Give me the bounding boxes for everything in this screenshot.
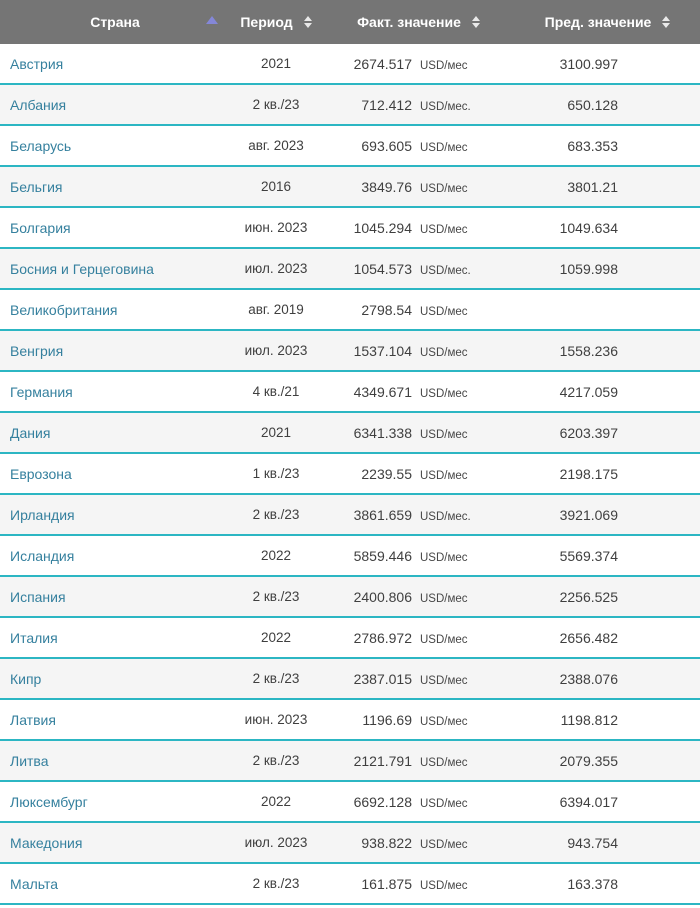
fact-value: 1196.69	[362, 711, 412, 728]
period-cell: 2021	[260, 425, 292, 440]
country-link[interactable]: Македония	[10, 834, 83, 851]
period-cell: 2016	[260, 179, 292, 194]
prev-value-cell: 6394.017	[559, 793, 618, 810]
fact-value-cell	[322, 712, 515, 728]
country-cell	[0, 138, 230, 154]
table-row	[0, 249, 700, 290]
table-row	[0, 208, 700, 249]
fact-value-cell	[322, 794, 515, 810]
country-link[interactable]: Ирландия	[10, 506, 75, 523]
country-cell	[0, 630, 230, 646]
column-header-fact-value-label: Факт. значение	[357, 14, 461, 30]
fact-unit: USD/мес	[420, 428, 468, 441]
table-row	[0, 536, 700, 577]
fact-value: 712.412	[361, 96, 412, 113]
period-cell: 2022	[260, 794, 292, 809]
prev-value-cell: 2079.355	[559, 752, 618, 769]
column-header-fact-value[interactable]	[322, 0, 515, 44]
fact-value: 693.605	[361, 137, 412, 154]
table-row	[0, 126, 700, 167]
table-row	[0, 823, 700, 864]
fact-value: 3861.659	[353, 506, 412, 523]
country-link[interactable]: Великобритания	[10, 301, 118, 318]
fact-value: 6692.128	[353, 793, 412, 810]
table-row	[0, 454, 700, 495]
fact-unit: USD/мес	[420, 838, 468, 851]
fact-value: 2239.55	[361, 465, 412, 482]
sort-ascending-active-icon	[206, 16, 218, 24]
country-cell	[0, 220, 230, 236]
country-link[interactable]: Кипр	[10, 670, 42, 687]
prev-value-cell: 2256.525	[559, 588, 618, 605]
period-cell: 2022	[260, 548, 292, 563]
fact-value-cell	[322, 384, 515, 400]
country-link[interactable]: Болгария	[10, 219, 71, 236]
fact-unit: USD/мес	[420, 141, 468, 154]
period-cell: авг. 2019	[248, 302, 304, 317]
fact-value: 2387.015	[353, 670, 412, 687]
fact-unit: USD/мес	[420, 879, 468, 892]
table-body	[0, 44, 700, 905]
country-link[interactable]: Италия	[10, 629, 58, 646]
fact-value-cell	[322, 835, 515, 851]
fact-unit: USD/мес	[420, 469, 468, 482]
period-cell: июл. 2023	[244, 261, 308, 276]
period-cell: 1 кв./23	[252, 466, 300, 481]
prev-value-cell: 1059.998	[559, 260, 618, 277]
prev-value-cell: 650.128	[567, 96, 618, 113]
country-cell	[0, 466, 230, 482]
table-row	[0, 413, 700, 454]
prev-value-cell: 943.754	[567, 834, 618, 851]
fact-value-cell	[322, 630, 515, 646]
table-row	[0, 577, 700, 618]
fact-unit: USD/мес.	[420, 510, 471, 523]
country-cell	[0, 712, 230, 728]
prev-value-cell: 4217.059	[559, 383, 618, 400]
table-row	[0, 44, 700, 85]
country-cell	[0, 794, 230, 810]
fact-value-cell	[322, 425, 515, 441]
prev-value-cell: 163.378	[567, 875, 618, 892]
fact-value-cell	[322, 220, 515, 236]
period-cell: 2 кв./23	[252, 589, 300, 604]
country-cell	[0, 425, 230, 441]
column-header-prev-value[interactable]	[515, 0, 700, 44]
period-cell: 2 кв./23	[252, 671, 300, 686]
fact-unit: USD/мес	[420, 59, 468, 72]
table-row	[0, 495, 700, 536]
table-row	[0, 618, 700, 659]
fact-value-cell	[322, 97, 515, 113]
fact-value: 1054.573	[353, 260, 412, 277]
fact-unit: USD/мес	[420, 305, 468, 318]
table-row	[0, 782, 700, 823]
period-cell: 2022	[260, 630, 292, 645]
country-link[interactable]: Мальта	[10, 875, 59, 892]
prev-value-cell: 2656.482	[559, 629, 618, 646]
fact-value: 1045.294	[353, 219, 412, 236]
period-cell: июн. 2023	[244, 220, 308, 235]
period-cell: авг. 2023	[248, 138, 304, 153]
period-cell: 2 кв./23	[252, 97, 300, 112]
country-cell	[0, 507, 230, 523]
column-header-country[interactable]	[0, 0, 230, 44]
fact-value: 938.822	[361, 834, 412, 851]
country-cell	[0, 384, 230, 400]
period-cell: 4 кв./21	[252, 384, 300, 399]
period-cell: 2 кв./23	[252, 876, 300, 891]
prev-value-cell: 2198.175	[559, 465, 618, 482]
fact-value-cell	[322, 753, 515, 769]
fact-value-cell	[322, 343, 515, 359]
fact-value-cell	[322, 138, 515, 154]
prev-value-cell: 3801.21	[567, 178, 618, 195]
table-row	[0, 700, 700, 741]
fact-value-cell	[322, 261, 515, 277]
prev-value-cell: 5569.374	[559, 547, 618, 564]
country-cell	[0, 179, 230, 195]
period-cell: июл. 2023	[244, 343, 308, 358]
country-link[interactable]: Люксембург	[10, 793, 88, 810]
table-row	[0, 167, 700, 208]
country-cell	[0, 261, 230, 277]
country-cell	[0, 548, 230, 564]
fact-value-cell	[322, 876, 515, 892]
fact-value: 2786.972	[353, 629, 412, 646]
fact-unit: USD/мес.	[420, 100, 471, 113]
table-row	[0, 331, 700, 372]
country-link[interactable]: Венгрия	[10, 342, 64, 359]
period-cell: 2 кв./23	[252, 753, 300, 768]
fact-unit: USD/мес	[420, 223, 468, 236]
fact-value-cell	[322, 548, 515, 564]
column-header-period-label: Период	[240, 14, 293, 30]
table-row	[0, 864, 700, 905]
prev-value-cell: 3100.997	[559, 55, 618, 72]
table-header-row	[0, 0, 700, 44]
table-row	[0, 659, 700, 700]
fact-value: 5859.446	[353, 547, 412, 564]
table-row	[0, 741, 700, 782]
period-cell: июл. 2023	[244, 835, 308, 850]
fact-unit: USD/мес	[420, 674, 468, 687]
country-link[interactable]: Литва	[10, 752, 49, 769]
prev-value-cell: 1198.812	[560, 711, 618, 728]
fact-unit: USD/мес	[420, 797, 468, 810]
prev-value-cell: 683.353	[567, 137, 618, 154]
fact-value: 161.875	[361, 875, 412, 892]
fact-value: 2674.517	[353, 55, 412, 72]
fact-value: 2798.54	[361, 301, 412, 318]
fact-value-cell	[322, 466, 515, 482]
country-link[interactable]: Босния и Герцеговина	[10, 260, 154, 277]
fact-value-cell	[322, 56, 515, 72]
country-cell	[0, 753, 230, 769]
country-cell	[0, 876, 230, 892]
fact-value: 2400.806	[353, 588, 412, 605]
period-cell: 2021	[260, 56, 292, 71]
fact-value-cell	[322, 302, 515, 318]
country-link[interactable]: Дания	[10, 424, 51, 441]
prev-value-cell: 6203.397	[559, 424, 618, 441]
fact-unit: USD/мес.	[420, 264, 471, 277]
table-row	[0, 85, 700, 126]
country-cell	[0, 56, 230, 72]
sort-both-icon	[304, 16, 312, 28]
column-header-country-label: Страна	[90, 14, 140, 30]
country-link[interactable]: Исландия	[10, 547, 75, 564]
fact-unit: USD/мес	[420, 715, 468, 728]
country-cell	[0, 589, 230, 605]
column-header-prev-value-label: Пред. значение	[544, 14, 652, 30]
fact-value-cell	[322, 507, 515, 523]
fact-unit: USD/мес	[420, 592, 468, 605]
prev-value-cell: 1558.236	[559, 342, 618, 359]
country-cell	[0, 302, 230, 318]
country-cell	[0, 97, 230, 113]
prev-value-cell: 3921.069	[559, 506, 618, 523]
period-cell: июн. 2023	[244, 712, 308, 727]
fact-value-cell	[322, 671, 515, 687]
fact-unit: USD/мес	[420, 346, 468, 359]
fact-unit: USD/мес	[420, 182, 468, 195]
country-link[interactable]: Латвия	[10, 711, 56, 728]
fact-value: 6341.338	[353, 424, 412, 441]
fact-value: 1537.104	[353, 342, 412, 359]
country-cell	[0, 343, 230, 359]
fact-value-cell	[322, 179, 515, 195]
fact-value: 3849.76	[361, 178, 412, 195]
fact-value-cell	[322, 589, 515, 605]
table-row	[0, 372, 700, 413]
country-link[interactable]: Албания	[10, 96, 67, 113]
country-link[interactable]: Бельгия	[10, 178, 63, 195]
country-link[interactable]: Беларусь	[10, 137, 72, 154]
fact-unit: USD/мес	[420, 633, 468, 646]
country-link[interactable]: Еврозона	[10, 465, 72, 482]
column-header-period[interactable]	[230, 0, 322, 44]
table-row	[0, 290, 700, 331]
fact-unit: USD/мес	[420, 387, 468, 400]
prev-value-cell: 1049.634	[559, 219, 618, 236]
country-cell	[0, 671, 230, 687]
fact-value: 2121.791	[353, 752, 412, 769]
fact-unit: USD/мес	[420, 551, 468, 564]
country-link[interactable]: Австрия	[10, 55, 64, 72]
prev-value-cell: 2388.076	[559, 670, 618, 687]
sort-both-icon	[662, 16, 670, 28]
country-cell	[0, 835, 230, 851]
country-link[interactable]: Испания	[10, 588, 66, 605]
period-cell: 2 кв./23	[252, 507, 300, 522]
country-link[interactable]: Германия	[10, 383, 73, 400]
fact-unit: USD/мес	[420, 756, 468, 769]
sort-both-icon	[472, 16, 480, 28]
fact-value: 4349.671	[353, 383, 412, 400]
